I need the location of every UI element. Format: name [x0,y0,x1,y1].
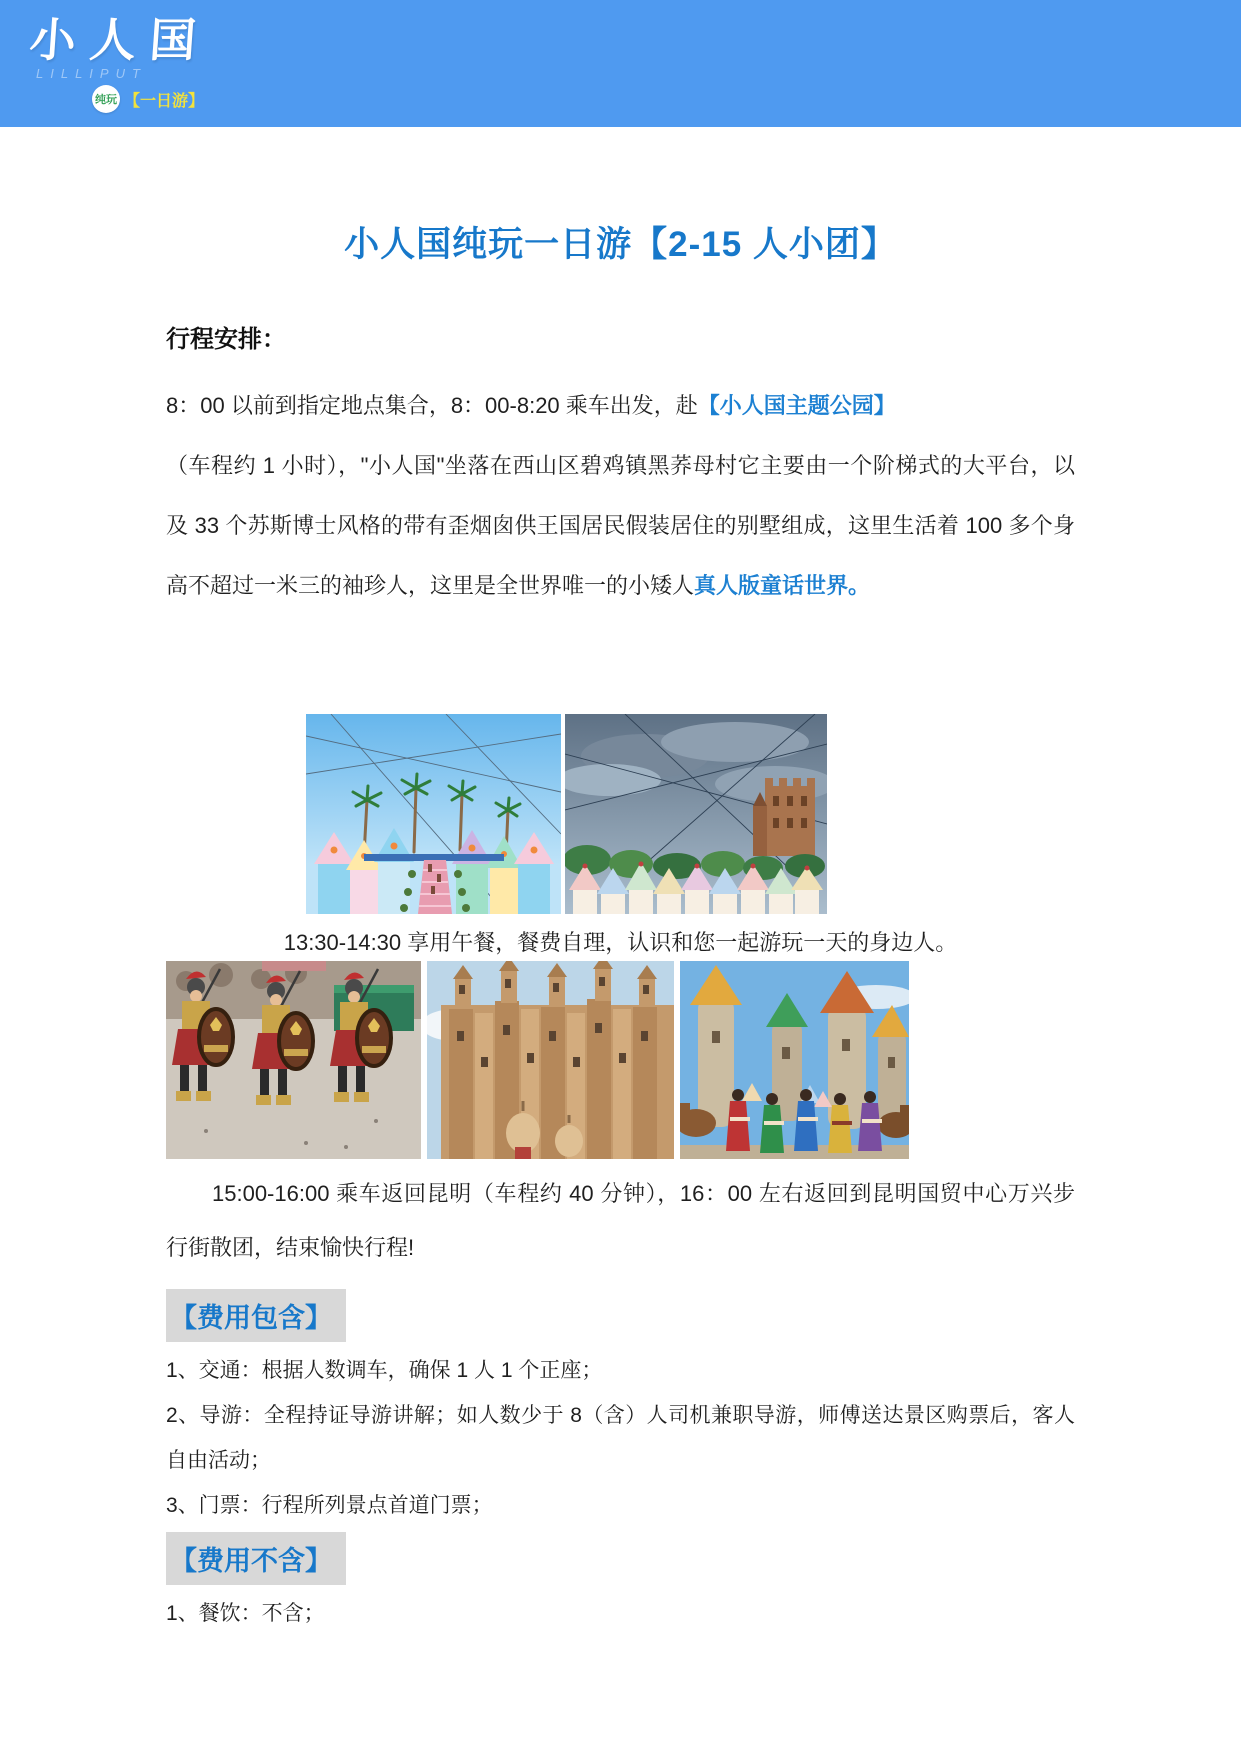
dwarf-parade-photo [166,961,421,1159]
fees-included-list [166,1348,1075,1528]
logo-badge [92,85,230,113]
fee-included-item-3: 3、门票：行程所列景点首道门票； [166,1494,493,1517]
itinerary-heading: 行程安排： [166,326,286,353]
top-banner [0,0,1241,127]
fees-included-header: 【费用包含】 [166,1289,346,1342]
lilliput-castle-photo [565,714,827,914]
fairy-world-highlight: 真人版童话世界。 [694,573,871,598]
photo-row-1 [306,714,1075,914]
lunch-caption: 13:30-14:30 享用午餐，餐费自理，认识和您一起游玩一天的身边人。 [283,930,958,955]
logo-title: 小人国 [27,14,212,66]
itinerary-text-1: 8：00 以前到指定地点集合，8：00-8:20 乘车出发，赴 [166,393,698,418]
page-title: 小人国纯玩一日游【2-15 人小团】 [344,225,897,264]
logo-badge-bracket: 【一日游】 [124,92,205,110]
itinerary-paragraph [166,376,1075,616]
fee-included-item-1: 1、交通：根据人数调车，确保 1 人 1 个正座； [166,1359,603,1382]
sand-castle-photo [427,961,674,1159]
logo-badge-circle: 纯玩 [92,85,120,113]
fee-excluded-item-1: 1、餐饮：不含； [166,1602,325,1625]
fee-included-item-2: 2、导游：全程持证导游讲解；如人数少于 8（含）人司机兼职导游，师傅送达景区购票后，客人自由活动； [166,1404,1075,1472]
lilliput-village-photo [306,714,561,914]
return-paragraph: 15:00-16:00 乘车返回昆明（车程约 40 分钟），16：00 左右返回到昆明国贸中心万兴步行街散团，结束愉快行程! [166,1181,1075,1260]
itinerary-text-2: （车程约 1 小时），"小人国"坐落在西山区碧鸡镇黑荞母村它主要由一个阶梯式的大平台，以及 33 个苏斯博士风格的带有歪烟囱供王国居民假装居住的别墅组成，这里生活着 100 多个身高不超过一米三的袖珍人，这里是全世界唯一的小矮人 [166,453,1075,598]
costumed-residents-photo [680,961,909,1159]
fees-excluded-header: 【费用不含】 [166,1532,346,1585]
document-body [0,217,1241,1636]
logo-subtitle: LILLIPUT [36,66,147,81]
fees-excluded-list [166,1591,1075,1636]
photo-row-2 [166,961,1075,1159]
logo [27,4,230,113]
park-name-highlight: 【小人国主题公园】 [697,393,896,418]
